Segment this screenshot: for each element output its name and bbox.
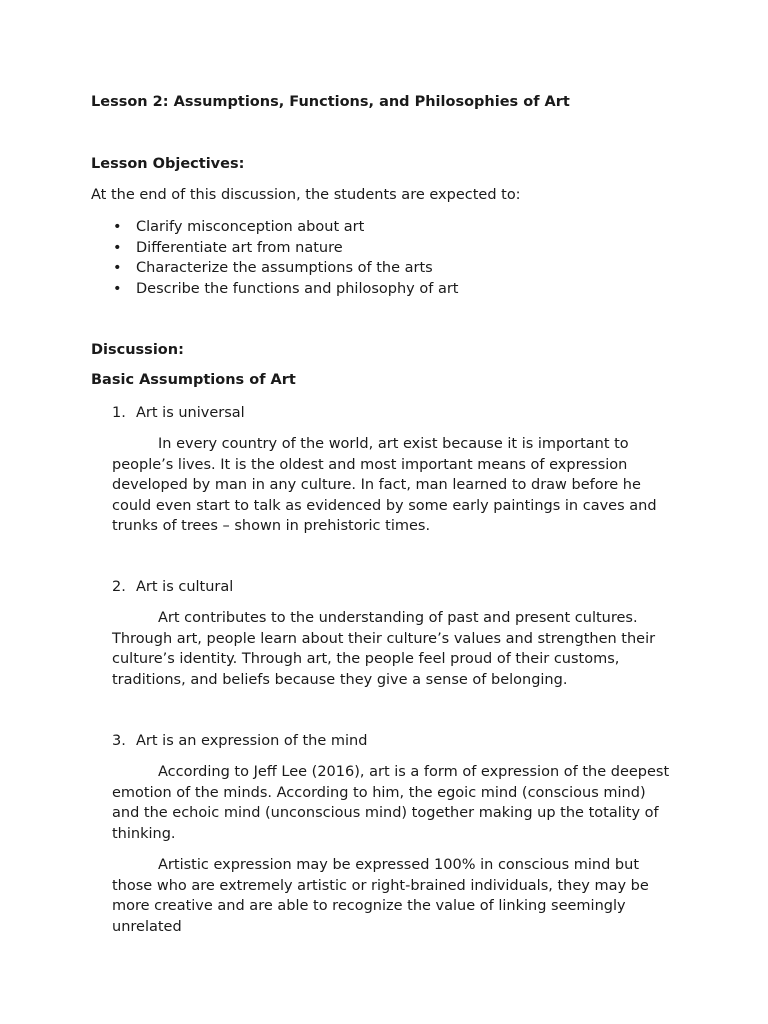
objective-text: Clarify misconception about art <box>136 219 365 235</box>
assumption-item-3 <box>112 731 672 937</box>
assumption-paragraph: Art contributes to the understanding of past and present cultures. Through art, people learn about their culture’s values and strengthen their culture’s identity. Through art, the people feel proud of their customs, traditions, and beliefs because they give a sense of belonging. <box>112 610 656 688</box>
objective-text: Differentiate art from nature <box>136 239 343 256</box>
objectives-heading: Lesson Objectives: <box>91 156 245 172</box>
assumption-item-2 <box>112 577 672 690</box>
bullet-icon: • <box>113 239 122 256</box>
assumption-title: Art is cultural <box>136 579 234 595</box>
assumption-heading <box>112 731 672 751</box>
objective-item <box>91 238 458 259</box>
discussion-heading: Discussion: <box>91 342 184 358</box>
assumption-number: 1. <box>112 405 126 421</box>
assumption-paragraph: According to Jeff Lee (2016), art is a form of expression of the deepest emotion of the minds. According to him, the egoic mind (conscious mind) and the echoic mind (unconscious mind) together making up the totality of thinking. <box>112 764 670 842</box>
assumption-number: 3. <box>112 733 126 749</box>
objective-item <box>91 258 458 279</box>
lesson-title: Lesson 2: Assumptions, Functions, and Philosophies of Art <box>91 94 570 110</box>
objective-text: Describe the functions and philosophy of art <box>136 280 459 297</box>
bullet-icon: • <box>113 260 122 276</box>
objective-item <box>91 279 458 300</box>
objectives-intro: At the end of this discussion, the students are expected to: <box>91 187 521 203</box>
assumption-number: 2. <box>112 579 126 595</box>
assumption-heading <box>112 577 672 597</box>
objective-item <box>91 217 458 238</box>
bullet-icon: • <box>113 219 122 235</box>
assumption-paragraph: Artistic expression may be expressed 100% in conscious mind but those who are extremely artistic or right-brained individuals, they may be more creative and are able to recognize the value of linking seemingly unrelated <box>112 857 649 935</box>
bullet-icon: • <box>113 280 122 297</box>
objective-text: Characterize the assumptions of the arts <box>136 260 433 276</box>
assumption-title: Art is an expression of the mind <box>136 733 368 749</box>
assumption-paragraph: In every country of the world, art exist because it is important to people’s lives. It is the oldest and most important means of expression developed by man in any culture. In fact, man learned to draw before he could even start to talk as evidenced by some early paintings in caves and trunks of trees – shown in prehistoric times. <box>112 436 657 534</box>
assumption-title: Art is universal <box>136 405 245 421</box>
assumptions-heading: Basic Assumptions of Art <box>91 372 296 388</box>
objectives-list <box>91 217 458 299</box>
assumption-heading <box>112 403 672 423</box>
assumption-item-1 <box>112 403 672 537</box>
